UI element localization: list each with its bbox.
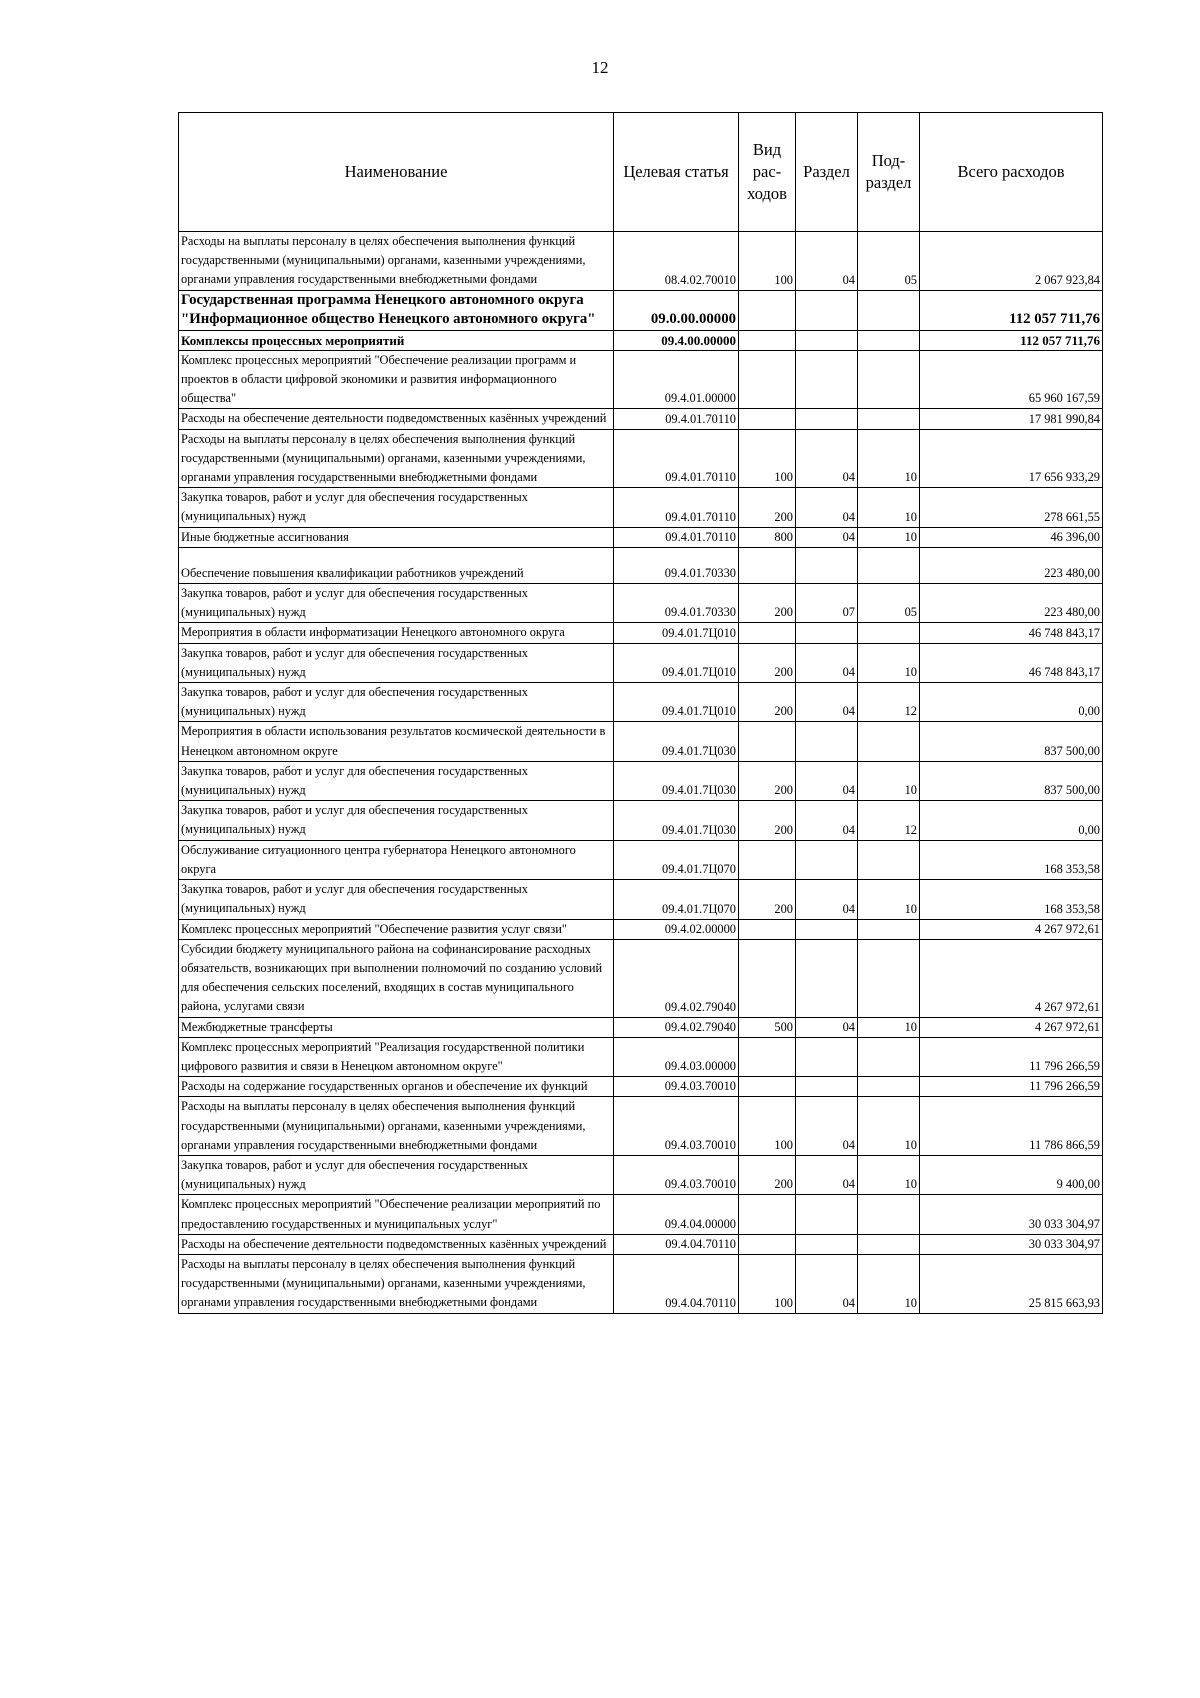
cell-subsection bbox=[858, 1037, 920, 1076]
cell-code: 09.4.02.79040 bbox=[614, 939, 739, 1017]
cell-subsection bbox=[858, 290, 920, 330]
cell-total: 4 267 972,61 bbox=[920, 919, 1103, 939]
cell-name: Обслуживание ситуационного центра губернатора Ненецкого автономного округа bbox=[179, 840, 614, 879]
cell-subsection: 05 bbox=[858, 584, 920, 623]
header-target: Целевая статья bbox=[614, 113, 739, 232]
cell-kind: 200 bbox=[739, 761, 796, 800]
cell-subsection bbox=[858, 350, 920, 409]
cell-name: Комплексы процессных мероприятий bbox=[179, 330, 614, 350]
table-row bbox=[179, 290, 1103, 330]
cell-kind bbox=[739, 623, 796, 643]
cell-code: 09.4.01.7Ц010 bbox=[614, 643, 739, 682]
cell-subsection: 10 bbox=[858, 1017, 920, 1037]
cell-subsection: 12 bbox=[858, 683, 920, 722]
cell-name: Комплекс процессных мероприятий "Реализация государственной политики цифрового развития и связи в Ненецком автономном округе" bbox=[179, 1037, 614, 1076]
cell-total: 11 796 266,59 bbox=[920, 1037, 1103, 1076]
cell-name: Закупка товаров, работ и услуг для обеспечения государственных (муниципальных) нужд bbox=[179, 643, 614, 682]
cell-code: 09.4.01.00000 bbox=[614, 350, 739, 409]
table-row bbox=[179, 527, 1103, 547]
cell-kind bbox=[739, 919, 796, 939]
cell-name: Комплекс процессных мероприятий "Обеспечение реализации мероприятий по предоставлению государственных и муниципальных услуг" bbox=[179, 1195, 614, 1234]
table-row bbox=[179, 919, 1103, 939]
cell-section: 04 bbox=[796, 801, 858, 840]
cell-total: 112 057 711,76 bbox=[920, 330, 1103, 350]
cell-subsection bbox=[858, 1077, 920, 1097]
cell-kind: 100 bbox=[739, 232, 796, 291]
cell-kind: 200 bbox=[739, 643, 796, 682]
cell-code: 09.4.03.00000 bbox=[614, 1037, 739, 1076]
cell-total: 112 057 711,76 bbox=[920, 290, 1103, 330]
cell-total: 168 353,58 bbox=[920, 840, 1103, 879]
cell-section: 04 bbox=[796, 683, 858, 722]
cell-section bbox=[796, 623, 858, 643]
cell-kind: 200 bbox=[739, 880, 796, 919]
table-row bbox=[179, 1097, 1103, 1156]
cell-total: 2 067 923,84 bbox=[920, 232, 1103, 291]
cell-total: 0,00 bbox=[920, 683, 1103, 722]
cell-section bbox=[796, 547, 858, 583]
cell-total: 46 396,00 bbox=[920, 527, 1103, 547]
cell-subsection bbox=[858, 1234, 920, 1254]
header-row bbox=[179, 113, 1103, 232]
cell-section bbox=[796, 350, 858, 409]
cell-kind: 500 bbox=[739, 1017, 796, 1037]
cell-name: Закупка товаров, работ и услуг для обеспечения государственных (муниципальных) нужд bbox=[179, 761, 614, 800]
cell-kind: 200 bbox=[739, 1155, 796, 1194]
cell-subsection bbox=[858, 623, 920, 643]
cell-section: 04 bbox=[796, 880, 858, 919]
cell-name: Закупка товаров, работ и услуг для обеспечения государственных (муниципальных) нужд bbox=[179, 488, 614, 527]
cell-name: Мероприятия в области информатизации Ненецкого автономного округа bbox=[179, 623, 614, 643]
cell-section: 07 bbox=[796, 584, 858, 623]
cell-total: 837 500,00 bbox=[920, 722, 1103, 761]
table-body bbox=[179, 232, 1103, 1314]
cell-code: 08.4.02.70010 bbox=[614, 232, 739, 291]
table-row bbox=[179, 1254, 1103, 1313]
cell-subsection bbox=[858, 409, 920, 429]
cell-name: Расходы на обеспечение деятельности подведомственных казённых учреждений bbox=[179, 409, 614, 429]
table-row bbox=[179, 880, 1103, 919]
cell-section: 04 bbox=[796, 643, 858, 682]
cell-total: 223 480,00 bbox=[920, 547, 1103, 583]
cell-kind bbox=[739, 1195, 796, 1234]
cell-name: Расходы на выплаты персоналу в целях обеспечения выполнения функций государственными (муниципальными) органами, казенными учреждениями, органами управления государственными внебюджетными фондами bbox=[179, 429, 614, 488]
cell-subsection bbox=[858, 840, 920, 879]
cell-subsection bbox=[858, 722, 920, 761]
header-kind: Вид рас-ходов bbox=[739, 113, 796, 232]
cell-section bbox=[796, 330, 858, 350]
cell-total: 17 981 990,84 bbox=[920, 409, 1103, 429]
cell-code: 09.4.01.70110 bbox=[614, 488, 739, 527]
table-row bbox=[179, 761, 1103, 800]
table-row bbox=[179, 1195, 1103, 1234]
cell-subsection: 10 bbox=[858, 761, 920, 800]
cell-code: 09.4.04.70110 bbox=[614, 1234, 739, 1254]
cell-code: 09.4.02.00000 bbox=[614, 919, 739, 939]
table-row bbox=[179, 1017, 1103, 1037]
cell-code: 09.4.01.70110 bbox=[614, 409, 739, 429]
cell-code: 09.4.01.7Ц010 bbox=[614, 623, 739, 643]
cell-kind bbox=[739, 722, 796, 761]
cell-kind bbox=[739, 330, 796, 350]
budget-table bbox=[178, 112, 1103, 1314]
cell-name: Закупка товаров, работ и услуг для обеспечения государственных (муниципальных) нужд bbox=[179, 1155, 614, 1194]
cell-name: Расходы на выплаты персоналу в целях обеспечения выполнения функций государственными (муниципальными) органами, казенными учреждениями, органами управления государственными внебюджетными фондами bbox=[179, 1097, 614, 1156]
cell-kind bbox=[739, 409, 796, 429]
cell-section bbox=[796, 840, 858, 879]
cell-section bbox=[796, 722, 858, 761]
cell-kind bbox=[739, 1037, 796, 1076]
cell-kind: 800 bbox=[739, 527, 796, 547]
cell-section: 04 bbox=[796, 527, 858, 547]
table-row bbox=[179, 939, 1103, 1017]
cell-code: 09.4.03.70010 bbox=[614, 1077, 739, 1097]
header-total: Всего расходов bbox=[920, 113, 1103, 232]
cell-total: 11 786 866,59 bbox=[920, 1097, 1103, 1156]
cell-name: Субсидии бюджету муниципального района на софинансирование расходных обязательств, возникающих при выполнении полномочий по созданию условий для обеспечения сельских поселений, входящих в состав муниципального района, услугами связи bbox=[179, 939, 614, 1017]
cell-code: 09.0.00.00000 bbox=[614, 290, 739, 330]
table-row bbox=[179, 1155, 1103, 1194]
cell-section bbox=[796, 939, 858, 1017]
cell-code: 09.4.04.70110 bbox=[614, 1254, 739, 1313]
cell-code: 09.4.01.7Ц070 bbox=[614, 880, 739, 919]
cell-subsection: 10 bbox=[858, 1097, 920, 1156]
cell-kind bbox=[739, 939, 796, 1017]
cell-subsection bbox=[858, 1195, 920, 1234]
cell-name: Закупка товаров, работ и услуг для обеспечения государственных (муниципальных) нужд bbox=[179, 683, 614, 722]
cell-total: 0,00 bbox=[920, 801, 1103, 840]
cell-code: 09.4.01.7Ц030 bbox=[614, 761, 739, 800]
cell-total: 278 661,55 bbox=[920, 488, 1103, 527]
cell-section bbox=[796, 1234, 858, 1254]
cell-total: 9 400,00 bbox=[920, 1155, 1103, 1194]
cell-total: 168 353,58 bbox=[920, 880, 1103, 919]
page-number: 12 bbox=[591, 58, 609, 77]
table-row bbox=[179, 623, 1103, 643]
table-row bbox=[179, 840, 1103, 879]
table-row bbox=[179, 350, 1103, 409]
cell-section: 04 bbox=[796, 429, 858, 488]
cell-section bbox=[796, 1195, 858, 1234]
cell-total: 4 267 972,61 bbox=[920, 939, 1103, 1017]
header-section: Раздел bbox=[796, 113, 858, 232]
cell-code: 09.4.00.00000 bbox=[614, 330, 739, 350]
cell-total: 30 033 304,97 bbox=[920, 1195, 1103, 1234]
cell-total: 65 960 167,59 bbox=[920, 350, 1103, 409]
cell-code: 09.4.01.70330 bbox=[614, 547, 739, 583]
cell-name: Комплекс процессных мероприятий "Обеспечение развития услуг связи" bbox=[179, 919, 614, 939]
cell-name: Мероприятия в области использования результатов космической деятельности в Ненецком автономном округе bbox=[179, 722, 614, 761]
cell-kind: 100 bbox=[739, 1254, 796, 1313]
table-row bbox=[179, 1077, 1103, 1097]
table-row bbox=[179, 1037, 1103, 1076]
cell-kind bbox=[739, 350, 796, 409]
cell-subsection: 10 bbox=[858, 643, 920, 682]
cell-subsection bbox=[858, 939, 920, 1017]
cell-code: 09.4.01.70110 bbox=[614, 429, 739, 488]
cell-subsection: 12 bbox=[858, 801, 920, 840]
table-row bbox=[179, 429, 1103, 488]
cell-code: 09.4.01.70110 bbox=[614, 527, 739, 547]
cell-kind: 200 bbox=[739, 801, 796, 840]
cell-section: 04 bbox=[796, 1155, 858, 1194]
cell-subsection: 10 bbox=[858, 488, 920, 527]
table-row bbox=[179, 722, 1103, 761]
cell-section bbox=[796, 1037, 858, 1076]
cell-total: 25 815 663,93 bbox=[920, 1254, 1103, 1313]
cell-total: 837 500,00 bbox=[920, 761, 1103, 800]
cell-subsection: 10 bbox=[858, 1254, 920, 1313]
cell-section: 04 bbox=[796, 232, 858, 291]
cell-name: Расходы на содержание государственных органов и обеспечение их функций bbox=[179, 1077, 614, 1097]
table-row bbox=[179, 1234, 1103, 1254]
table-row bbox=[179, 801, 1103, 840]
cell-subsection: 05 bbox=[858, 232, 920, 291]
cell-section: 04 bbox=[796, 1097, 858, 1156]
cell-kind: 100 bbox=[739, 1097, 796, 1156]
cell-code: 09.4.01.7Ц030 bbox=[614, 722, 739, 761]
table-row bbox=[179, 409, 1103, 429]
cell-name: Государственная программа Ненецкого автономного округа "Информационное общество Ненецкого автономного округа" bbox=[179, 290, 614, 330]
table-row bbox=[179, 330, 1103, 350]
cell-subsection: 10 bbox=[858, 527, 920, 547]
cell-subsection: 10 bbox=[858, 1155, 920, 1194]
cell-name: Закупка товаров, работ и услуг для обеспечения государственных (муниципальных) нужд bbox=[179, 584, 614, 623]
cell-code: 09.4.03.70010 bbox=[614, 1097, 739, 1156]
cell-subsection: 10 bbox=[858, 880, 920, 919]
cell-name: Обеспечение повышения квалификации работников учреждений bbox=[179, 547, 614, 583]
cell-total: 11 796 266,59 bbox=[920, 1077, 1103, 1097]
cell-name: Закупка товаров, работ и услуг для обеспечения государственных (муниципальных) нужд bbox=[179, 801, 614, 840]
cell-total: 223 480,00 bbox=[920, 584, 1103, 623]
cell-total: 30 033 304,97 bbox=[920, 1234, 1103, 1254]
cell-kind bbox=[739, 547, 796, 583]
cell-code: 09.4.04.00000 bbox=[614, 1195, 739, 1234]
cell-name: Межбюджетные трансферты bbox=[179, 1017, 614, 1037]
cell-name: Расходы на выплаты персоналу в целях обеспечения выполнения функций государственными (муниципальными) органами, казенными учреждениями, органами управления государственными внебюджетными фондами bbox=[179, 1254, 614, 1313]
cell-section bbox=[796, 919, 858, 939]
cell-kind: 200 bbox=[739, 584, 796, 623]
cell-total: 46 748 843,17 bbox=[920, 623, 1103, 643]
table-row bbox=[179, 683, 1103, 722]
cell-kind bbox=[739, 1234, 796, 1254]
cell-name: Закупка товаров, работ и услуг для обеспечения государственных (муниципальных) нужд bbox=[179, 880, 614, 919]
cell-total: 46 748 843,17 bbox=[920, 643, 1103, 682]
cell-kind: 200 bbox=[739, 488, 796, 527]
cell-section: 04 bbox=[796, 761, 858, 800]
table-row bbox=[179, 547, 1103, 583]
cell-code: 09.4.01.7Ц070 bbox=[614, 840, 739, 879]
cell-kind bbox=[739, 840, 796, 879]
cell-kind: 200 bbox=[739, 683, 796, 722]
cell-section bbox=[796, 1077, 858, 1097]
cell-kind: 100 bbox=[739, 429, 796, 488]
cell-total: 4 267 972,61 bbox=[920, 1017, 1103, 1037]
cell-name: Расходы на обеспечение деятельности подведомственных казённых учреждений bbox=[179, 1234, 614, 1254]
cell-subsection bbox=[858, 919, 920, 939]
cell-section bbox=[796, 409, 858, 429]
cell-code: 09.4.01.7Ц030 bbox=[614, 801, 739, 840]
cell-kind bbox=[739, 290, 796, 330]
cell-name: Иные бюджетные ассигнования bbox=[179, 527, 614, 547]
cell-subsection bbox=[858, 547, 920, 583]
cell-code: 09.4.01.70330 bbox=[614, 584, 739, 623]
cell-subsection bbox=[858, 330, 920, 350]
cell-code: 09.4.03.70010 bbox=[614, 1155, 739, 1194]
cell-name: Комплекс процессных мероприятий "Обеспечение реализации программ и проектов в области цифровой экономики и развития информационного общества" bbox=[179, 350, 614, 409]
cell-section: 04 bbox=[796, 1017, 858, 1037]
cell-total: 17 656 933,29 bbox=[920, 429, 1103, 488]
table-row bbox=[179, 584, 1103, 623]
cell-code: 09.4.02.79040 bbox=[614, 1017, 739, 1037]
table-row bbox=[179, 643, 1103, 682]
table-row bbox=[179, 232, 1103, 291]
cell-subsection: 10 bbox=[858, 429, 920, 488]
cell-section bbox=[796, 290, 858, 330]
cell-kind bbox=[739, 1077, 796, 1097]
header-name: Наименование bbox=[179, 113, 614, 232]
table-row bbox=[179, 488, 1103, 527]
cell-section: 04 bbox=[796, 488, 858, 527]
cell-section: 04 bbox=[796, 1254, 858, 1313]
cell-name: Расходы на выплаты персоналу в целях обеспечения выполнения функций государственными (муниципальными) органами, казенными учреждениями, органами управления государственными внебюджетными фондами bbox=[179, 232, 614, 291]
cell-code: 09.4.01.7Ц010 bbox=[614, 683, 739, 722]
header-subsection: Под-раздел bbox=[858, 113, 920, 232]
